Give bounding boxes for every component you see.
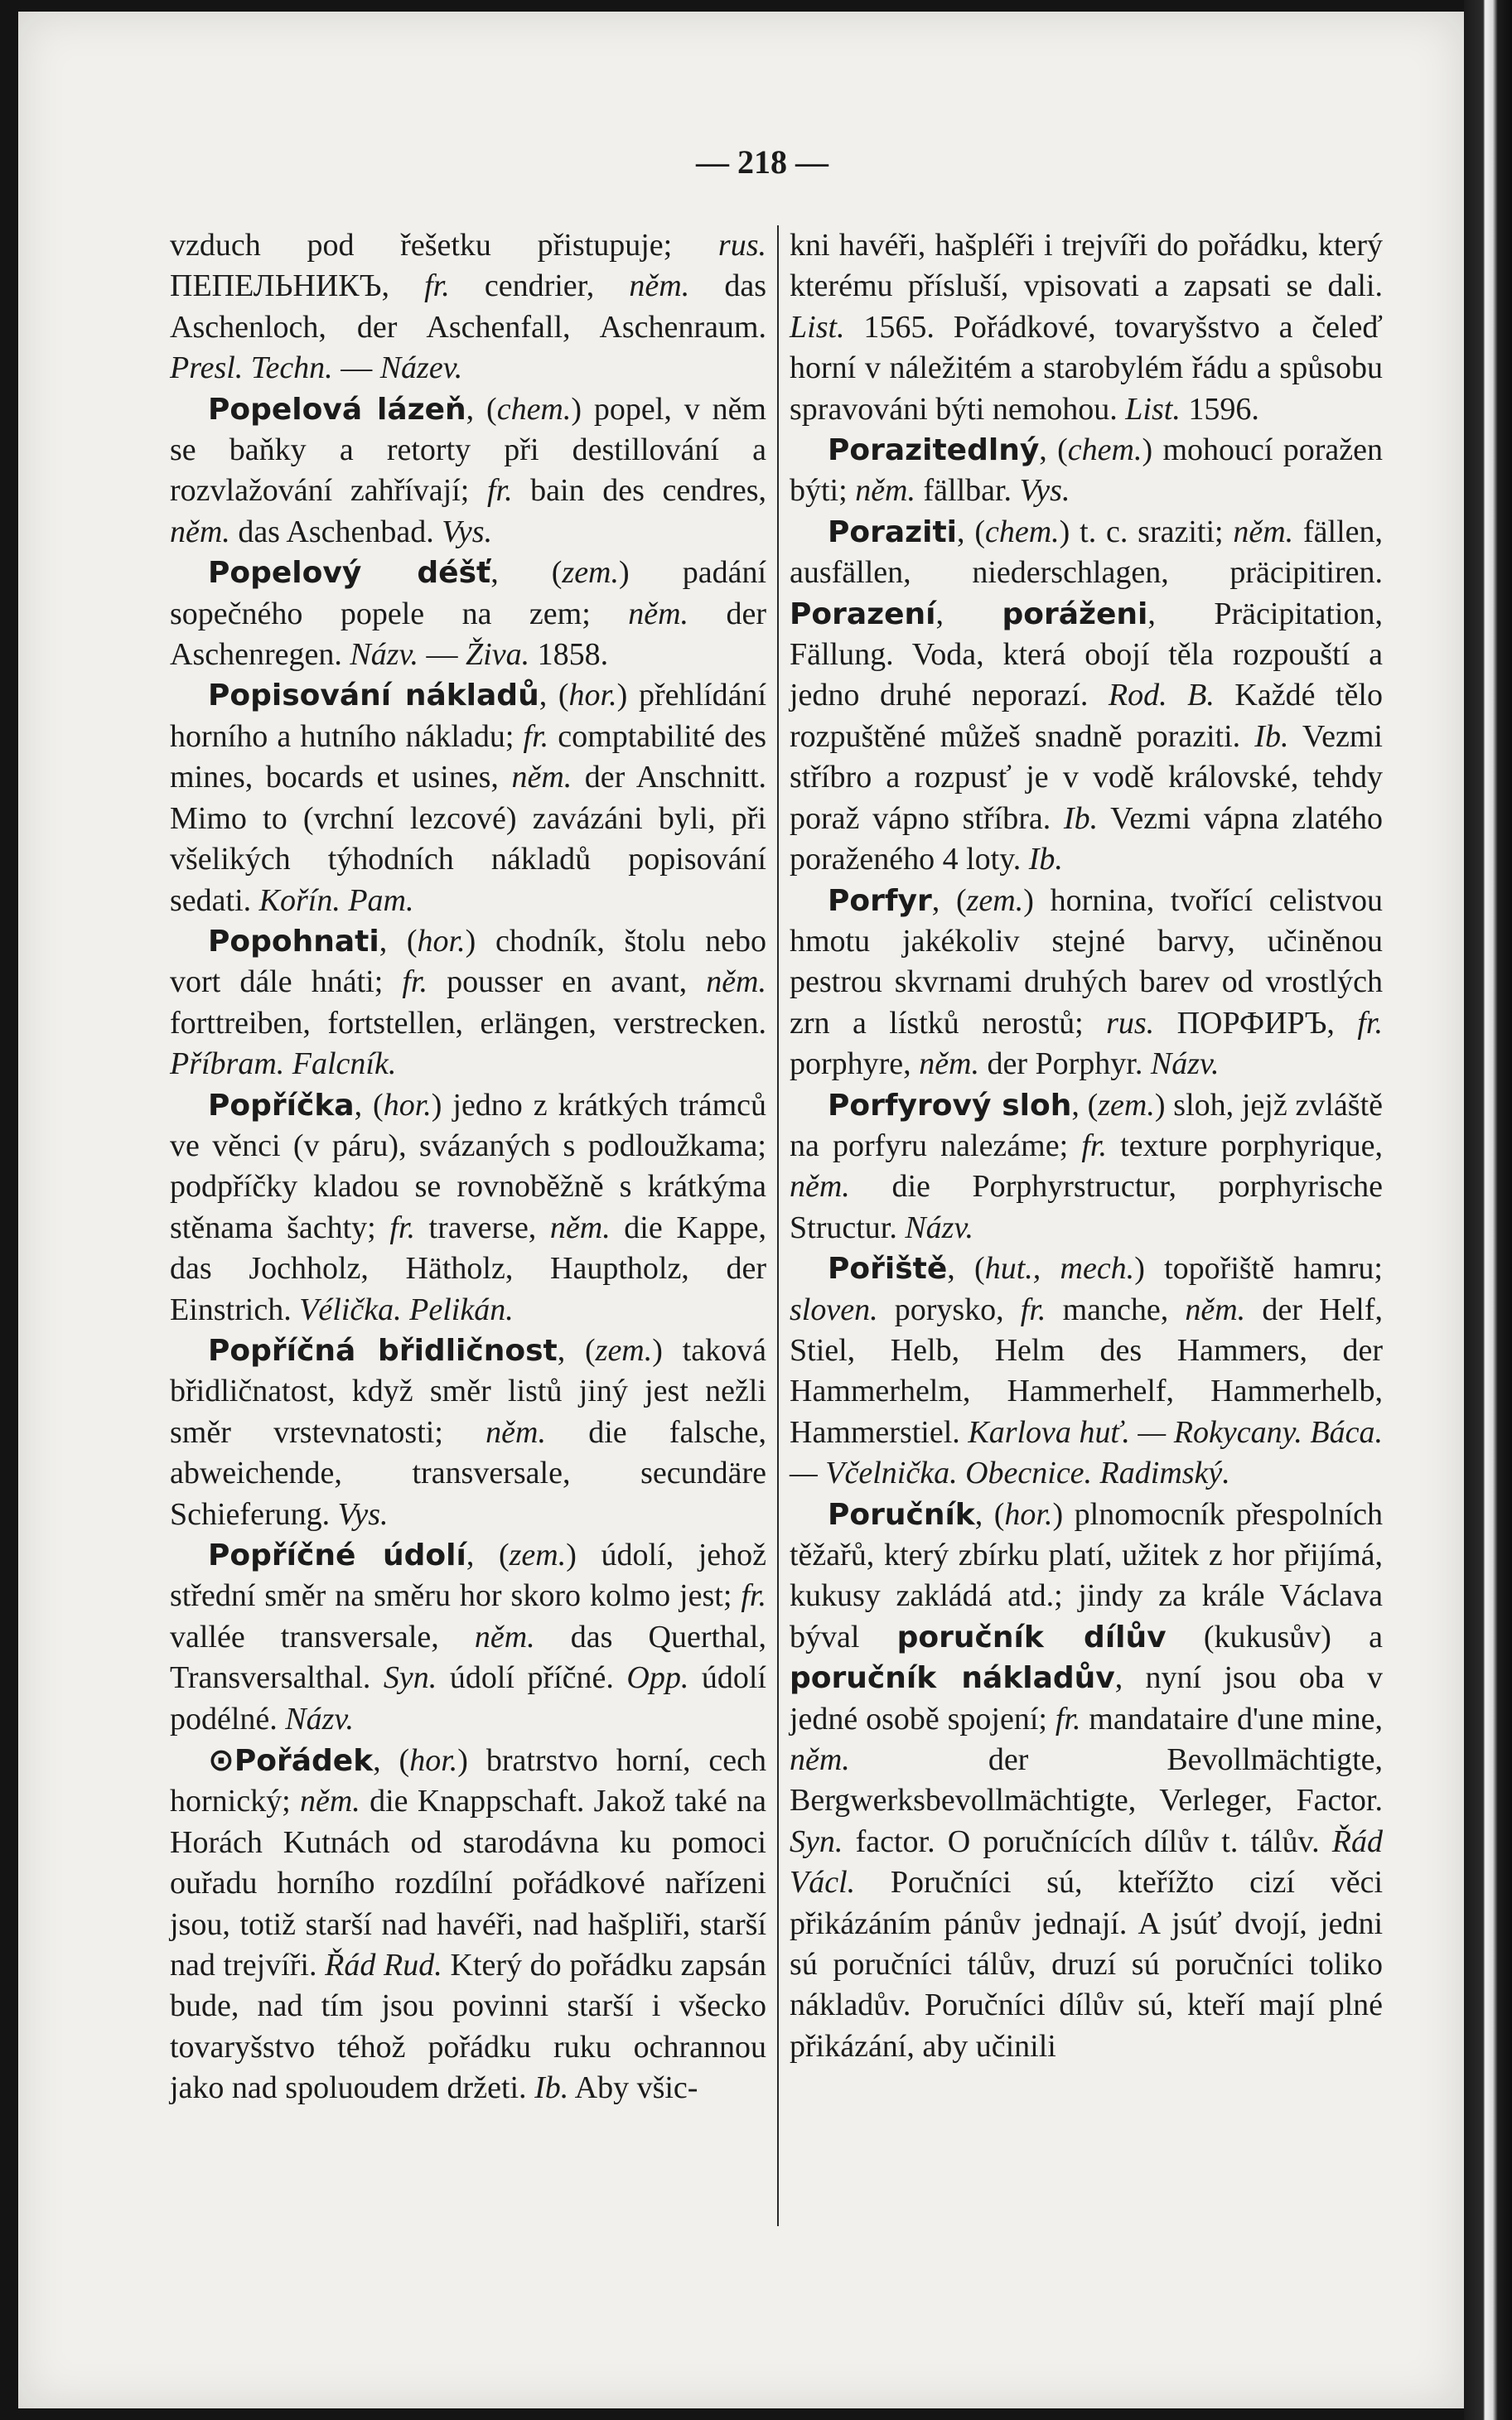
entry-text: ) jedno z krátkých trámců ve věnci (v páru), svázaných s podloužkama; podpříčky kladou se rovnoběžně s krátkýma stěnama šachty; bbox=[170, 1087, 767, 1245]
entry-abbrev: fr. bbox=[741, 1578, 766, 1614]
entry-text: Vezmi vápna zlatého poraženého 4 loty. bbox=[790, 800, 1383, 877]
dictionary-entry bbox=[790, 1495, 1383, 2068]
entry-abbrev: něm. bbox=[706, 964, 766, 1000]
entry-text: der Anschnitt. Mimo to (vrchní lezcové) zavázáni byli, při všelikých týhodních nákladů popisování sedati. bbox=[170, 760, 766, 918]
dictionary-entry bbox=[170, 389, 766, 553]
entry-text: , ( bbox=[490, 555, 563, 591]
entry-text: Který do pořádku zapsán bude, nad tím jsou povinni starší i všecko tovaryšstvo téhož pořádku ruku ochrannou jako nad spoluoudem držeti. bbox=[170, 1948, 766, 2106]
entry-text: , nyní jsou oba v jedné osobě spojení; bbox=[790, 1660, 1384, 1737]
entry-abbrev: Syn. bbox=[790, 1823, 843, 1859]
entry-text: fällbar. bbox=[915, 473, 1020, 509]
entry-abbrev: něm. bbox=[629, 268, 690, 304]
entry-abbrev: něm. bbox=[1233, 514, 1294, 549]
entry-text: Každé tělo rozpuštěné můžeš snadně poraziti. bbox=[790, 678, 1383, 754]
entry-abbrev: Názv. bbox=[1150, 1046, 1220, 1082]
entry-abbrev: Opp. bbox=[626, 1660, 689, 1696]
entry-text: , ( bbox=[947, 1251, 985, 1287]
entry-text: 1596. bbox=[1180, 391, 1259, 427]
entry-abbrev: něm. bbox=[1185, 1292, 1246, 1327]
entry-text: mandataire d'une mine, bbox=[1080, 1701, 1383, 1737]
entry-abbrev: Vys. bbox=[442, 514, 493, 549]
entry-text: 1565. Pořádkové, tovaryšstvo a čeleď horní v náležitém a starobylém řádu a spůsobu spravováni býti nemohou. bbox=[790, 309, 1383, 427]
entry-abbrev: Názv. bbox=[285, 1701, 354, 1737]
entry-headword: Popelový déšť bbox=[208, 556, 491, 591]
entry-abbrev: fr. bbox=[389, 1210, 415, 1245]
entry-abbrev: Rod. B. bbox=[1108, 678, 1215, 713]
entry-text: die falsche, abweichende, transversale, secundäre Schieferung. bbox=[170, 1414, 766, 1532]
entry-abbrev: Vélička. Pelikán. bbox=[299, 1292, 514, 1327]
entry-text: , ( bbox=[466, 391, 497, 427]
entry-text: ) chodník, štolu nebo vort dále hnáti; bbox=[170, 923, 766, 1000]
entry-abbrev: něm. bbox=[855, 473, 915, 509]
entry-text: das Aschenloch, der Aschenfall, Aschenraum. bbox=[170, 268, 766, 345]
entry-headword: Popohnati bbox=[208, 924, 379, 959]
entry-text: ) mohoucí poražen býti; bbox=[790, 432, 1384, 509]
entry-text: , ( bbox=[373, 1743, 410, 1779]
entry-text: bain des cendres, bbox=[512, 473, 767, 509]
entry-text: pousser en avant, bbox=[428, 964, 707, 1000]
entry-text: , ( bbox=[354, 1087, 384, 1123]
dictionary-entry bbox=[170, 1085, 766, 1331]
entry-abbrev: Ib. bbox=[1063, 800, 1099, 836]
entry-abbrev: něm. bbox=[511, 760, 572, 795]
entry-text: ) přehlídání horního a hutního nákladu; bbox=[170, 678, 767, 754]
entry-text: ) padání sopečného popele na zem; bbox=[170, 555, 766, 631]
entry-text: , ( bbox=[957, 514, 985, 549]
entry-abbrev: chem. bbox=[984, 514, 1060, 549]
entry-text: die Knappschaft. Jakož také na Horách Kutnách od starodávna ku pomoci ouřadu horního rozdílní pořádkové nařízeni jsou, totiž starší nad havéři, nad hašpliři, starší nad trejvíři. bbox=[170, 1784, 766, 1983]
entry-headword: Porfyrový sloh bbox=[828, 1088, 1072, 1123]
entry-abbrev: Presl. Techn. bbox=[170, 350, 333, 386]
page-edge-shadow bbox=[1464, 0, 1512, 2420]
entry-text: (kukusův) a bbox=[1166, 1619, 1383, 1654]
entry-text: , ( bbox=[466, 1538, 510, 1572]
entry-abbrev: fr. bbox=[402, 964, 428, 1000]
dictionary-entry bbox=[170, 225, 766, 389]
entry-text: vzduch pod řešetku přistupuje; bbox=[170, 228, 718, 263]
entry-text: , bbox=[935, 596, 1002, 631]
entry-abbrev: Ib. bbox=[534, 2070, 569, 2106]
entry-abbrev: něm. bbox=[628, 596, 689, 631]
entry-abbrev: Řád Václ. bbox=[790, 1823, 1383, 1901]
entry-text: der Porphyr. bbox=[979, 1046, 1151, 1082]
entry-abbrev: sloven. bbox=[790, 1292, 878, 1327]
entry-abbrev: něm. bbox=[790, 1169, 850, 1205]
entry-headword: Porazení bbox=[790, 597, 936, 631]
entry-text: ) popel, v něm se baňky a retorty při destillování a rozvlažování zahřívají; bbox=[170, 391, 766, 509]
entry-headword: Popelová lázeň bbox=[208, 392, 466, 427]
entry-text: údolí příčné. bbox=[437, 1660, 627, 1696]
entry-text: — bbox=[332, 350, 380, 386]
entry-abbrev: něm. bbox=[474, 1619, 535, 1654]
entry-text: , ( bbox=[539, 678, 569, 713]
entry-headword: Popříčná břidličnost bbox=[208, 1333, 558, 1368]
entry-abbrev: něm. bbox=[790, 1742, 850, 1778]
entry-abbrev: List. bbox=[790, 309, 845, 345]
entry-abbrev: zem. bbox=[1098, 1087, 1155, 1123]
entry-text: cendrier, bbox=[449, 268, 630, 304]
entry-abbrev: fr. bbox=[1081, 1128, 1107, 1163]
entry-headword: Popisování nákladů bbox=[208, 679, 539, 713]
entry-headword: Popříčka bbox=[208, 1088, 355, 1123]
entry-abbrev: hor. bbox=[417, 923, 466, 959]
entry-text: der Bevollmächtigte, Bergwerksbevollmächtigte, Verleger, Factor. bbox=[790, 1742, 1383, 1819]
entry-abbrev: Kořín. Pam. bbox=[258, 882, 414, 918]
entry-abbrev: rus. bbox=[717, 228, 766, 263]
entry-text: ) t. c. sraziti; bbox=[1059, 514, 1234, 549]
dictionary-entry bbox=[170, 553, 766, 675]
entry-abbrev: hor. bbox=[383, 1087, 432, 1123]
entry-headword: Poručník bbox=[828, 1497, 975, 1532]
entry-abbrev: něm. bbox=[549, 1210, 611, 1245]
entry-text: forttreiben, fortstellen, erlängen, verstrecken. bbox=[170, 1005, 766, 1041]
entry-abbrev: Název. bbox=[379, 350, 463, 386]
entry-text: , ( bbox=[974, 1496, 1005, 1532]
dictionary-entry bbox=[790, 225, 1383, 430]
entry-text: , ( bbox=[1071, 1087, 1099, 1123]
page-number: — 218 — bbox=[696, 143, 828, 181]
entry-text: Aby všic- bbox=[568, 2070, 698, 2106]
entry-headword: poručník nákladův bbox=[790, 1661, 1115, 1696]
entry-text: ) sloh, jejž zvláště na porfyru nalezáme; bbox=[790, 1087, 1383, 1163]
entry-text: fällen, ausfällen, niederschlagen, präcipitiren. bbox=[790, 514, 1383, 591]
entry-text: , ( bbox=[557, 1332, 596, 1368]
entry-abbrev: hor. bbox=[409, 1743, 458, 1779]
entry-abbrev: fr. bbox=[486, 473, 513, 509]
entry-abbrev: Názv. bbox=[350, 637, 419, 673]
entry-abbrev: něm. bbox=[485, 1414, 546, 1450]
entry-text: das Aschenbad. bbox=[229, 514, 442, 549]
entry-text: údolí podélné. bbox=[170, 1660, 766, 1737]
entry-abbrev: fr. bbox=[1020, 1292, 1046, 1327]
entry-abbrev: hor. bbox=[1004, 1496, 1053, 1532]
entry-text: traverse, bbox=[414, 1210, 550, 1245]
entry-text: das Querthal, Transversalthal. bbox=[170, 1619, 766, 1696]
entry-abbrev: zem. bbox=[562, 555, 620, 591]
entry-abbrev: něm. bbox=[299, 1784, 360, 1819]
entry-text: , ( bbox=[931, 882, 967, 918]
entry-text: ) plnomocník přespolních těžařů, který zbírku platí, užitek z hor přijímá, kukusy zakládá atd.; jindy za krále Václava býval bbox=[790, 1496, 1384, 1654]
entry-text: porysko, bbox=[877, 1292, 1021, 1327]
entry-text: kni havéři, hašpléři i trejvíři do pořádku, který kterému přísluší, vpisovati a zapsati se dali. bbox=[790, 228, 1383, 304]
entry-abbrev: fr. bbox=[1055, 1701, 1081, 1737]
entry-text: ) taková břidličnatost, když směr listů jiný jest nežli směr vrstevnatosti; bbox=[170, 1332, 766, 1450]
entry-text: Vezmi stříbro a rozpusť je v vodě královské, tehdy poraž vápno stříbra. bbox=[790, 718, 1383, 836]
entry-text: , ( bbox=[379, 923, 418, 959]
entry-text: , ( bbox=[1039, 432, 1068, 468]
entry-abbrev: Vys. bbox=[1019, 473, 1070, 509]
entry-abbrev: Příbram. Falcník. bbox=[170, 1046, 397, 1082]
entry-abbrev: zem. bbox=[509, 1538, 567, 1572]
entry-text: factor. O poručnících dílův t. tálův. bbox=[843, 1823, 1332, 1859]
entry-headword: poručník dílův bbox=[896, 1620, 1167, 1654]
entry-headword: Popříčné údolí bbox=[208, 1538, 466, 1572]
right-column bbox=[790, 225, 1383, 2067]
entry-headword: Pořiště bbox=[828, 1252, 948, 1287]
entry-abbrev: Syn. bbox=[383, 1660, 437, 1696]
entry-text: ПЕПЕЛЬНИКЪ, bbox=[170, 268, 425, 304]
entry-text: der Aschenregen. bbox=[170, 596, 766, 673]
entry-text: ) údolí, jehož střední směr na směru hor skoro kolmo jest; bbox=[170, 1538, 767, 1614]
entry-headword: poráženi bbox=[1002, 597, 1148, 631]
entry-text: Poručníci sú, kteřížto cizí věci přikázáním pánův jednají. A jsúť dvojí, jedni sú poručníci tálův, druzí sú poručníci toliko nákladův. Poručníci dílův sú, kteří mají plné přikázání, aby učinili bbox=[790, 1865, 1383, 2064]
entry-headword: Pořádek bbox=[234, 1744, 374, 1779]
entry-text: der Helf, Stiel, Helb, Helm des Hammers, der Hammerhelm, Hammerhelf, Hammerhelb, Hammerstiel. bbox=[790, 1292, 1383, 1450]
entry-abbrev: chem. bbox=[1067, 432, 1142, 468]
left-column bbox=[170, 225, 766, 2109]
dictionary-entry bbox=[170, 1331, 766, 1535]
entry-abbrev: rus. bbox=[1106, 1005, 1155, 1041]
entry-abbrev: fr. bbox=[424, 268, 450, 304]
entry-abbrev: Živa. bbox=[466, 637, 530, 673]
entry-abbrev: Ib. bbox=[1254, 718, 1289, 754]
entry-abbrev: Názv. bbox=[905, 1210, 974, 1245]
dictionary-entry bbox=[790, 1085, 1383, 1249]
dictionary-entry bbox=[790, 1249, 1383, 1494]
entry-text: manche, bbox=[1046, 1292, 1186, 1327]
entry-abbrev: chem. bbox=[496, 391, 572, 427]
entry-text: 1858. bbox=[529, 637, 609, 673]
entry-text: texture porphyrique, bbox=[1106, 1128, 1383, 1163]
entry-text: ) bratrstvo horní, cech hornický; bbox=[170, 1743, 767, 1819]
entry-abbrev: Ib. bbox=[1028, 842, 1063, 877]
dictionary-entry bbox=[170, 1535, 766, 1740]
entry-text: — bbox=[418, 637, 466, 673]
entry-abbrev: Karlova huť. — Rokycany. Báca. — Včelnička. Obecnice. Radimský. bbox=[790, 1414, 1383, 1491]
entry-text: die Porphyrstructur, porphyrische Structur. bbox=[790, 1169, 1383, 1245]
entry-text: vallée transversale, bbox=[170, 1619, 475, 1654]
entry-text: , Präcipitation, Fällung. Voda, která obojí těla rozpouští a jedno druhé neporazí. bbox=[790, 596, 1383, 713]
entry-text: comptabilité des mines, bocards et usines, bbox=[170, 718, 766, 795]
entry-abbrev: fr. bbox=[1357, 1005, 1383, 1041]
entry-text: porphyre, bbox=[790, 1046, 920, 1082]
entry-abbrev: hor. bbox=[568, 678, 617, 713]
entry-headword: Porazitedlný bbox=[828, 433, 1040, 468]
dictionary-entry bbox=[170, 675, 766, 920]
archaic-mark-icon: ⊙ bbox=[208, 1741, 234, 1779]
entry-abbrev: něm. bbox=[170, 514, 230, 549]
entry-abbrev: zem. bbox=[595, 1332, 653, 1368]
entry-abbrev: fr. bbox=[523, 718, 549, 754]
entry-abbrev: Vys. bbox=[337, 1496, 389, 1532]
dictionary-entry bbox=[790, 881, 1383, 1085]
entry-headword: Poraziti bbox=[828, 514, 958, 549]
entry-text: ) hornina, tvořící celistvou hmotu jakékoliv stejné barvy, učiněnou pestrou skvrnami druhých barev od vrostlých zrn a lístků nerostů; bbox=[790, 882, 1384, 1041]
dictionary-entry bbox=[170, 921, 766, 1085]
entry-abbrev: List. bbox=[1125, 391, 1181, 427]
dictionary-entry bbox=[170, 1740, 766, 2109]
entry-headword: Porfyr bbox=[828, 883, 932, 918]
entry-abbrev: Řád Rud. bbox=[325, 1948, 442, 1983]
entry-abbrev: něm. bbox=[919, 1046, 979, 1082]
dictionary-entry bbox=[790, 512, 1383, 881]
column-divider bbox=[777, 225, 779, 2226]
dictionary-entry bbox=[790, 430, 1383, 512]
entry-text: ) topořiště hamru; bbox=[1134, 1251, 1383, 1287]
entry-abbrev: zem. bbox=[966, 882, 1024, 918]
entry-text: die Kappe, das Jochholz, Hätholz, Hauptholz, der Einstrich. bbox=[170, 1210, 766, 1327]
entry-text: ПОРФИРЪ, bbox=[1154, 1005, 1358, 1041]
entry-abbrev: hut., mech. bbox=[984, 1251, 1135, 1287]
